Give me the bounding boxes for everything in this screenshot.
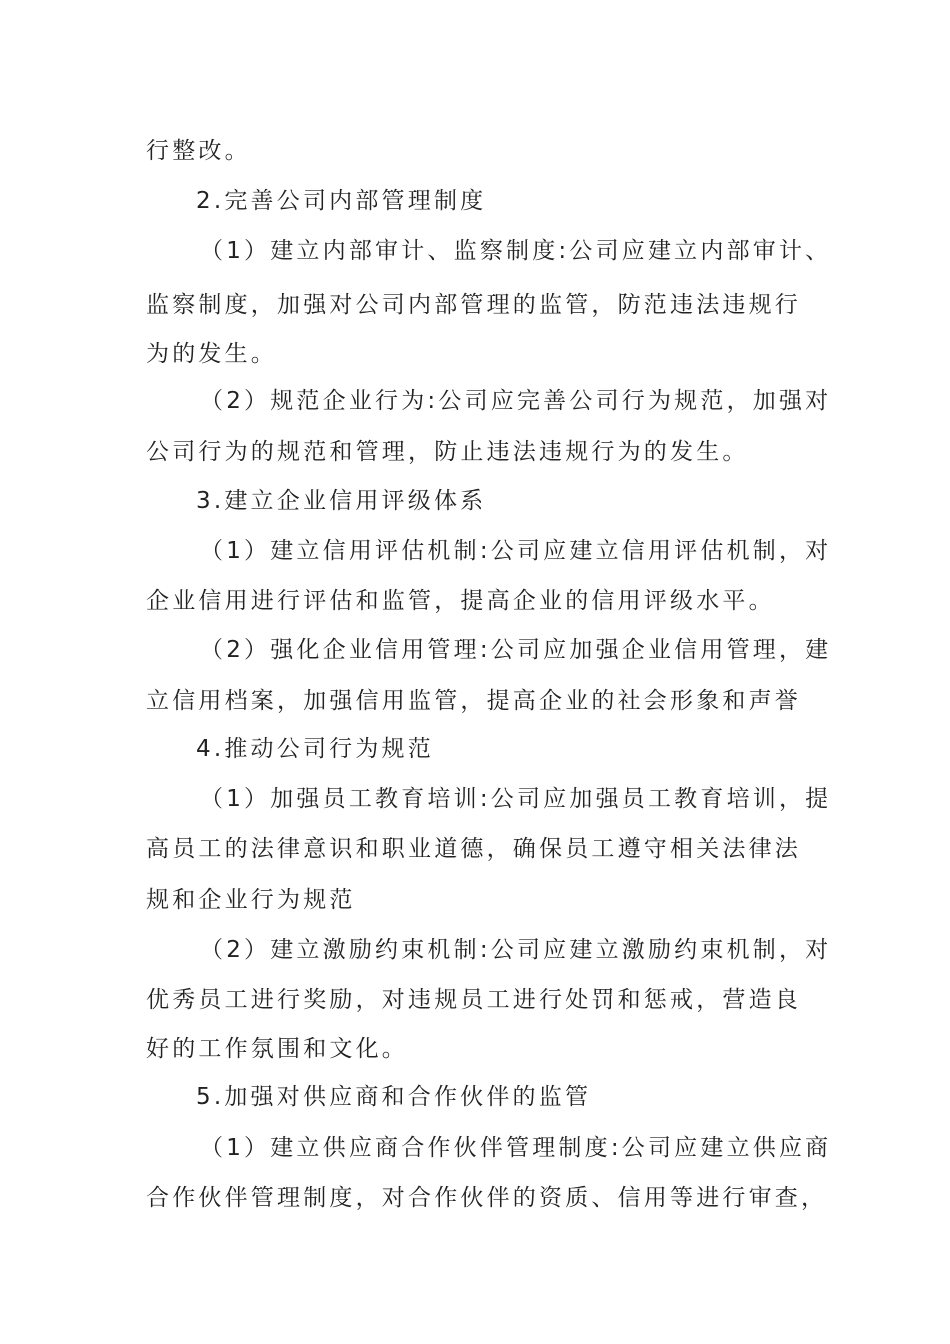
section-heading: 3.建立企业信用评级体系 xyxy=(196,488,487,514)
list-item-line: （2）强化企业信用管理:公司应加强企业信用管理，建 xyxy=(200,637,832,663)
paragraph-line: 优秀员工进行奖励，对违规员工进行处罚和惩戒，营造良 xyxy=(146,987,801,1013)
paragraph-line: 立信用档案，加强信用监管，提高企业的社会形象和声誉 xyxy=(146,688,801,714)
list-item-line: （1）建立信用评估机制:公司应建立信用评估机制，对 xyxy=(200,538,832,564)
section-heading: 4.推动公司行为规范 xyxy=(196,736,434,762)
list-item-line: （1）建立内部审计、监察制度:公司应建立内部审计、 xyxy=(200,238,832,264)
list-item-line: （2）建立激励约束机制:公司应建立激励约束机制，对 xyxy=(200,937,832,963)
paragraph-line: 公司行为的规范和管理，防止违法违规行为的发生。 xyxy=(146,439,749,465)
list-item-line: （2）规范企业行为:公司应完善公司行为规范，加强对 xyxy=(200,388,832,414)
paragraph-line: 高员工的法律意识和职业道德，确保员工遵守相关法律法 xyxy=(146,836,801,862)
list-item-line: （1）建立供应商合作伙伴管理制度:公司应建立供应商 xyxy=(200,1135,832,1161)
paragraph-line: 好的工作氛围和文化。 xyxy=(146,1036,408,1062)
paragraph-line: 为的发生。 xyxy=(146,341,277,367)
paragraph-line: 合作伙伴管理制度，对合作伙伴的资质、信用等进行审查， xyxy=(146,1185,828,1211)
paragraph-line: 监察制度，加强对公司内部管理的监管，防范违法违规行 xyxy=(146,292,801,318)
paragraph-line: 规和企业行为规范 xyxy=(146,887,356,913)
section-heading: 2.完善公司内部管理制度 xyxy=(196,188,487,214)
list-item-line: （1）加强员工教育培训:公司应加强员工教育培训，提 xyxy=(200,786,832,812)
paragraph-line: 企业信用进行评估和监管，提高企业的信用评级水平。 xyxy=(146,588,775,614)
section-heading: 5.加强对供应商和合作伙伴的监管 xyxy=(196,1084,592,1110)
paragraph-line: 行整改。 xyxy=(146,138,251,164)
